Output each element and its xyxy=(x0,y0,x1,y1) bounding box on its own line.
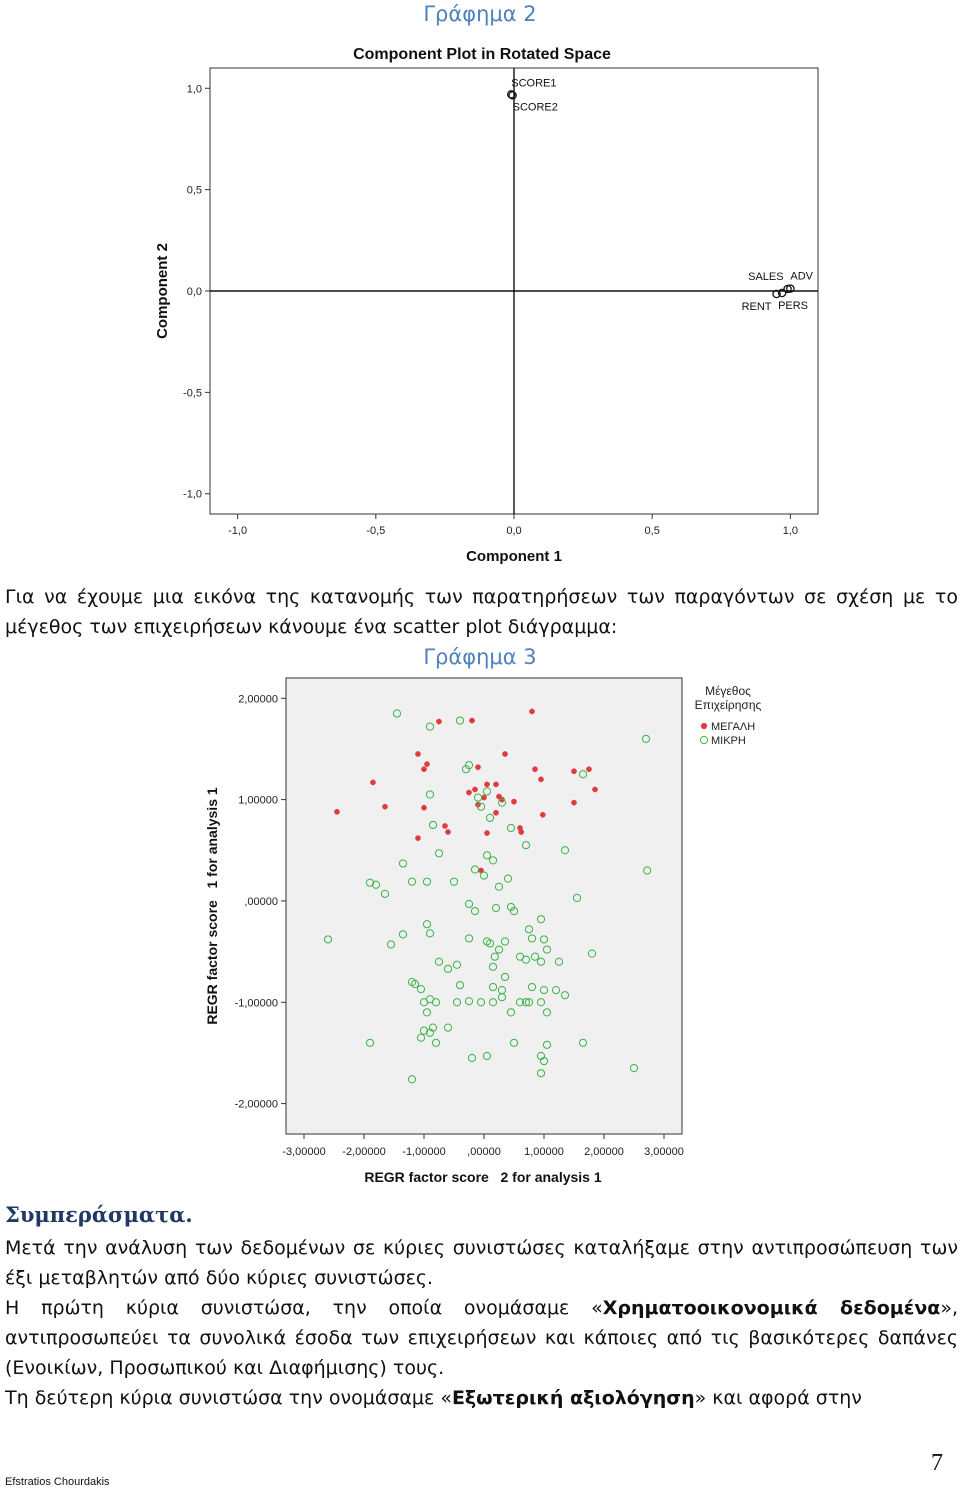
point-megali xyxy=(571,800,576,805)
point-label: PERS xyxy=(778,300,809,313)
point-megali xyxy=(334,809,339,814)
point-megali xyxy=(493,782,498,787)
point-megali xyxy=(436,719,441,724)
component-plot-title: Component Plot in Rotated Space xyxy=(353,46,611,63)
point-megali xyxy=(540,812,545,817)
first-component-name: Χρηματοοικονομικά δεδομένα xyxy=(602,1297,941,1319)
conclusions-paragraph-3 xyxy=(5,1383,958,1413)
y-tick-label: 0,5 xyxy=(186,184,202,197)
y-tick-label: 1,0 xyxy=(186,83,202,96)
point-label: ADV xyxy=(790,270,813,283)
conclusions-paragraph-3-end: » και αφορά στην xyxy=(694,1387,862,1409)
component-plot-x-axis-label: Component 1 xyxy=(466,548,562,565)
x-tick-label: 0,5 xyxy=(644,525,660,537)
point-label: RENT xyxy=(741,301,772,314)
point-megali xyxy=(493,810,498,815)
figure-2-caption: Γράφημα 2 xyxy=(423,2,537,26)
point-megali xyxy=(532,767,537,772)
legend-marker-megali xyxy=(701,723,706,728)
y-tick-label: 1,00000 xyxy=(238,794,278,807)
x-tick-label: 1,00000 xyxy=(524,1146,564,1158)
factor-score-scatter-chart xyxy=(0,672,960,1192)
point-megali xyxy=(370,780,375,785)
x-tick-label: 0,0 xyxy=(506,525,522,537)
factor-score-plot-area xyxy=(286,678,682,1134)
x-tick-label: ,00000 xyxy=(467,1146,501,1158)
conclusions-paragraph-2-end: », αντιπροσωπεύει τα συνολικά έσοδα των επιχειρήσεων και κάποιες από τις βασικότερες δαπάνες (Ενοικίων, Προσωπικού και Διαφήμισης) τους. xyxy=(5,1297,958,1379)
point-megali xyxy=(484,830,489,835)
legend-title-line-2: Επιχείρησης xyxy=(694,698,762,712)
point-megali xyxy=(571,769,576,774)
point-label: SALES xyxy=(748,270,784,283)
point-megali xyxy=(481,795,486,800)
x-tick-label: 3,00000 xyxy=(644,1146,684,1158)
point-megali xyxy=(484,782,489,787)
conclusions-paragraph-1: Μετά την ανάλυση των δεδομένων σε κύριες συνιστώσες καταλήξαμε στην αντιπροσώπευση των έξι μεταβλητών από δύο κύριες συνιστώσες. xyxy=(5,1237,958,1289)
component-plot-y-axis-label: Component 2 xyxy=(154,243,171,339)
conclusions-paragraph-2-start: Η πρώτη κύρια συνιστώσα, την οποία ονομάσαμε « xyxy=(5,1297,603,1319)
legend-label-megali: ΜΕΓΑΛΗ xyxy=(711,721,756,733)
footer-author: Efstratios Chourdakis xyxy=(5,1476,110,1488)
point-megali xyxy=(382,804,387,809)
y-tick-label: -1,0 xyxy=(183,488,202,501)
point-label: SCORE2 xyxy=(512,101,558,114)
point-megali xyxy=(469,718,474,723)
point-megali xyxy=(424,762,429,767)
y-tick-label: -2,00000 xyxy=(234,1098,278,1111)
figure-3-caption: Γράφημα 3 xyxy=(423,645,537,669)
x-tick-label: 2,00000 xyxy=(584,1146,624,1158)
factor-score-legend xyxy=(695,684,762,747)
point-megali xyxy=(519,829,524,834)
point-megali xyxy=(592,787,597,792)
second-component-name: Εξωτερική αξιολόγηση xyxy=(451,1387,695,1409)
y-tick-label: -1,00000 xyxy=(234,997,278,1010)
x-tick-label: -3,00000 xyxy=(282,1146,326,1158)
x-tick-label: -0,5 xyxy=(366,525,386,537)
component-plot-chart xyxy=(0,0,960,580)
conclusions-heading: Συμπεράσματα. xyxy=(5,1202,193,1227)
point-megali xyxy=(586,767,591,772)
y-tick-label: 2,00000 xyxy=(238,693,278,706)
point-megali xyxy=(511,799,516,804)
intro-paragraph: Για να έχουμε μια εικόνα της κατανομής των παρατηρήσεων των παραγόντων σε σχέση με το μέγεθος των επιχειρήσεων κάνουμε ένα scatter plot διάγραμμα: xyxy=(5,586,958,638)
point-megali xyxy=(421,767,426,772)
legend-label-mikri: ΜΙΚΡΗ xyxy=(711,735,746,747)
conclusions-paragraph-3-start: Τη δεύτερη κύρια συνιστώσα την ονομάσαμε « xyxy=(5,1387,452,1409)
point-megali xyxy=(445,829,450,834)
x-tick-label: -2,00000 xyxy=(342,1146,386,1158)
conclusions-paragraph-2 xyxy=(5,1293,958,1383)
point-megali xyxy=(415,751,420,756)
y-tick-label: -0,5 xyxy=(183,387,202,400)
factor-score-y-axis-label: REGR factor score 1 for analysis 1 xyxy=(204,787,220,1025)
factor-score-x-axis-label: REGR factor score 2 for analysis 1 xyxy=(364,1169,602,1185)
point-megali xyxy=(472,787,477,792)
x-tick-label: 1,0 xyxy=(782,525,799,537)
y-tick-label: 0,0 xyxy=(186,286,202,298)
legend-marker-mikri xyxy=(700,736,707,743)
x-tick-label: -1,0 xyxy=(228,525,248,537)
point-megali xyxy=(442,823,447,828)
point-megali xyxy=(538,777,543,782)
point-megali xyxy=(466,790,471,795)
point-megali xyxy=(421,805,426,810)
point-megali xyxy=(415,836,420,841)
legend-title-line-1: Μέγεθος xyxy=(705,684,751,698)
x-tick-label: -1,00000 xyxy=(402,1146,446,1158)
point-megali xyxy=(529,709,534,714)
point-label: SCORE1 xyxy=(511,77,557,90)
y-tick-label: ,00000 xyxy=(244,895,278,908)
point-megali xyxy=(502,751,507,756)
point-megali xyxy=(475,765,480,770)
page-number: 7 xyxy=(931,1450,943,1476)
